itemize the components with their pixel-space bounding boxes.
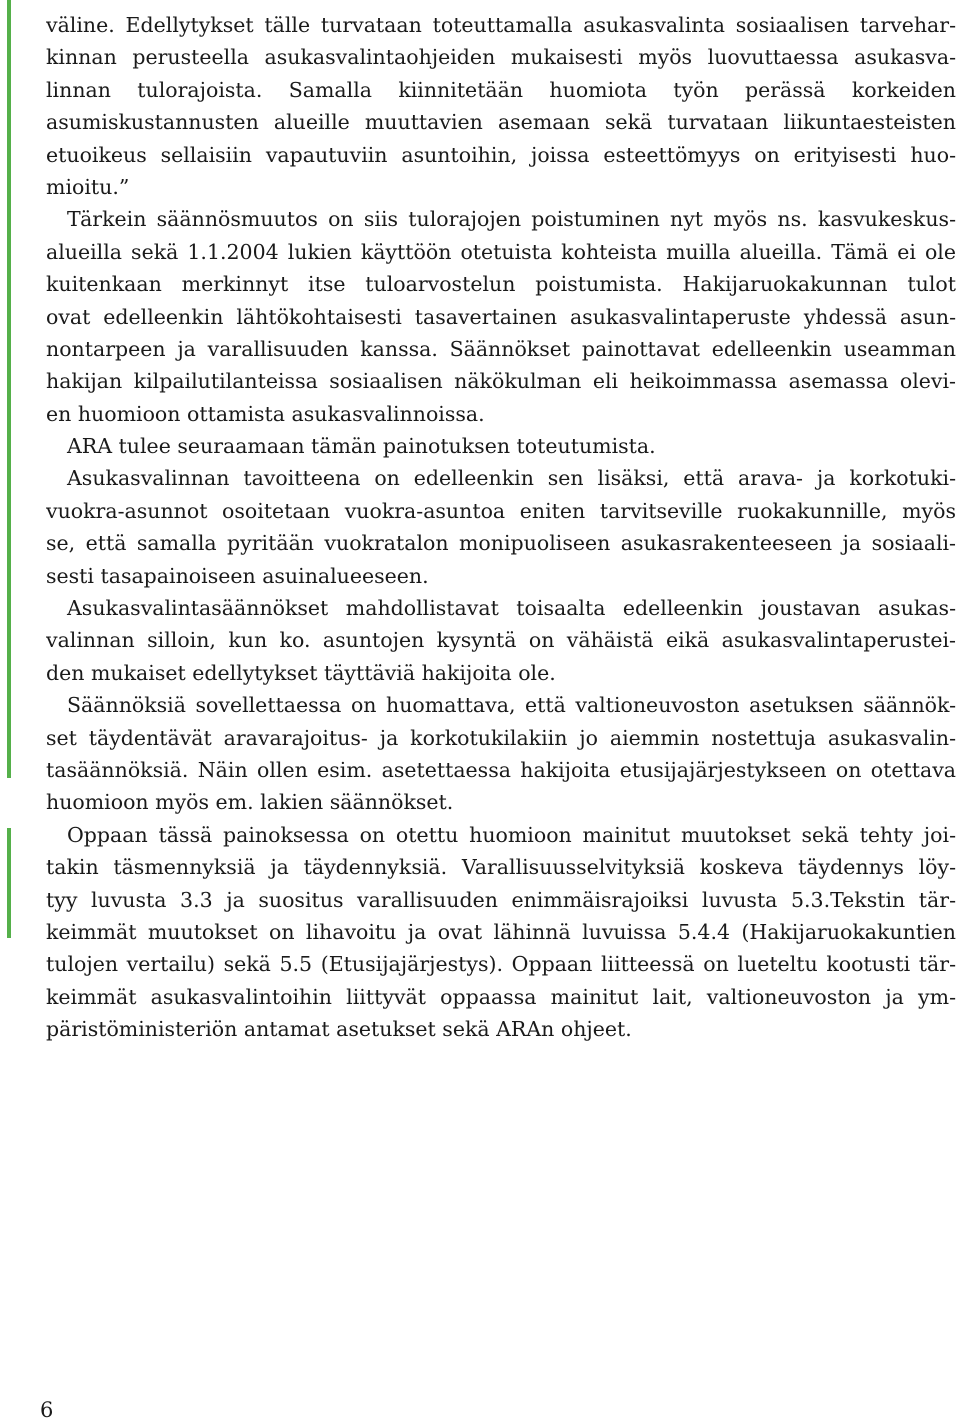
text-line: etuoikeus sellaisiin vapautuviin asuntoihin, joissa esteettömyys on erityisesti huo- <box>46 142 956 167</box>
text-line: sesti tasapainoiseen asuinalueeseen. <box>46 563 429 588</box>
text-line: vuokra-asunnot osoitetaan vuokra-asuntoa eniten tarvitseville ruokakunnille, myös <box>46 498 956 523</box>
text-line: mioitu.” <box>46 174 130 199</box>
text-line: linnan tulorajoista. Samalla kiinnitetään huomiota työn perässä korkeiden <box>46 77 956 102</box>
text-line: keimmät muutokset on lihavoitu ja ovat lähinnä luvuissa 5.4.4 (Hakijaruokakuntien <box>46 919 956 944</box>
paragraph-6 <box>46 689 956 819</box>
paragraph-4 <box>46 462 956 592</box>
text-line: tulojen vertailu) sekä 5.5 (Etusijajärjestys). Oppaan liitteessä on lueteltu kootusti tär- <box>46 952 956 977</box>
text-line: alueilla sekä 1.1.2004 lukien käyttöön otetuista kohteista muilla alueilla. Tämä ei ole <box>46 239 956 264</box>
text-line: hakijan kilpailutilanteissa sosiaalisen näkökulman eli heikoimmassa asemassa olevi- <box>46 369 956 394</box>
paragraph-1 <box>46 9 956 203</box>
paragraph-2 <box>46 203 956 430</box>
text-line: nontarpeen ja varallisuuden kanssa. Säännökset painottavat edelleenkin useamman <box>46 336 956 361</box>
change-bar-top <box>7 0 11 778</box>
text-line: Tärkein säännösmuutos on siis tulorajojen poistuminen nyt myös ns. kasvukeskus- <box>67 207 956 232</box>
text-line: ARA tulee seuraamaan tämän painotuksen toteutumista. <box>67 434 656 459</box>
text-line: väline. Edellytykset tälle turvataan toteuttamalla asukasvalinta sosiaalisen tarvehar- <box>46 13 956 37</box>
paragraph-5 <box>46 592 956 689</box>
text-line: kinnan perusteella asukasvalintaohjeiden mukaisesti myös luovuttaessa asukasva- <box>46 45 956 70</box>
text-line: ovat edelleenkin lähtökohtaisesti tasavertainen asukasvalintaperuste yhdessä asun- <box>46 304 956 329</box>
paragraph-3 <box>46 430 956 462</box>
text-line: Oppaan tässä painoksessa on otettu huomioon mainitut muutokset sekä tehty joi- <box>67 822 956 847</box>
change-bar-bottom <box>7 828 11 938</box>
page-number: 6 <box>40 1398 54 1422</box>
text-line: se, että samalla pyritään vuokratalon monipuoliseen asukasrakenteeseen ja sosiaali- <box>46 531 956 556</box>
paragraph-7 <box>46 819 956 1046</box>
text-line: tasäännöksiä. Näin ollen esim. asetettaessa hakijoita etusijajärjestykseen on otettava <box>46 757 956 782</box>
text-line: asumiskustannusten alueille muuttavien asemaan sekä turvataan liikuntaesteisten <box>46 110 956 135</box>
text-line: Asukasvalintasäännökset mahdollistavat toisaalta edelleenkin joustavan asukas- <box>67 596 956 621</box>
text-line: den mukaiset edellytykset täyttäviä hakijoita ole. <box>46 660 556 685</box>
body-text <box>46 9 956 1046</box>
text-line: Asukasvalinnan tavoitteena on edelleenkin sen lisäksi, että arava- ja korkotuki- <box>67 466 956 491</box>
text-line: en huomioon ottamista asukasvalinnoissa. <box>46 401 485 426</box>
text-line: keimmät asukasvalintoihin liittyvät oppaassa mainitut lait, valtioneuvoston ja ym- <box>46 984 956 1009</box>
text-line: huomioon myös em. lakien säännökset. <box>46 790 454 815</box>
text-line: set täydentävät aravarajoitus- ja korkotukilakiin jo aiemmin nostettuja asukasvalin- <box>46 725 956 750</box>
text-line: Säännöksiä sovellettaessa on huomattava, että valtioneuvoston asetuksen säännök- <box>67 693 956 718</box>
text-line: valinnan silloin, kun ko. asuntojen kysyntä on vähäistä eikä asukasvalintaperustei- <box>46 628 956 653</box>
text-line: päristöministeriön antamat asetukset sekä ARAn ohjeet. <box>46 1017 632 1042</box>
text-line: kuitenkaan merkinnyt itse tuloarvostelun poistumista. Hakijaruokakunnan tulot <box>46 272 956 297</box>
text-line: takin täsmennyksiä ja täydennyksiä. Varallisuusselvityksiä koskeva täydennys löy- <box>46 855 956 880</box>
text-line: tyy luvusta 3.3 ja suositus varallisuuden enimmäisrajoiksi luvusta 5.3.Tekstin tär- <box>46 887 956 912</box>
